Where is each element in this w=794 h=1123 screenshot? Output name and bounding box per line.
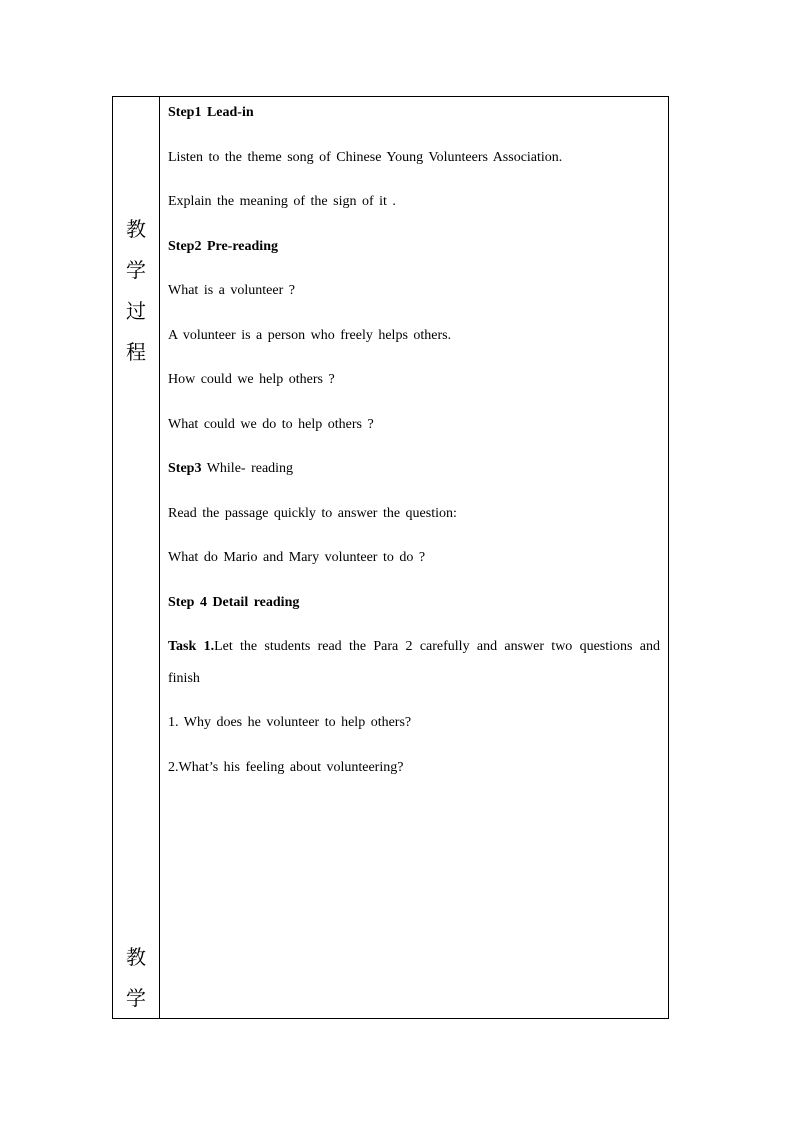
step3-line-2: What do Mario and Mary volunteer to do ? (168, 550, 426, 565)
step2-line-1: What is a volunteer ? (168, 283, 295, 298)
label-char: 教 (126, 945, 146, 969)
section-label-teaching-process (113, 209, 159, 373)
step2-line-2: A volunteer is a person who freely helps others. (168, 328, 452, 343)
step3-heading: Step3 While- reading (168, 461, 294, 476)
label-char: 教 (126, 217, 146, 241)
question-2: 2.What’s his feeling about volunteering? (168, 760, 404, 775)
question-1: 1. Why does he volunteer to help others? (168, 715, 412, 730)
step3-line-1: Read the passage quickly to answer the question: (168, 506, 457, 521)
label-char: 学 (126, 258, 146, 282)
lesson-table (112, 96, 669, 1019)
section-label-teaching (113, 937, 159, 1019)
step1-line-1: Listen to the theme song of Chinese Young Volunteers Association. (168, 150, 563, 165)
label-char: 程 (126, 340, 146, 364)
step2-line-3: How could we help others ? (168, 372, 335, 387)
step4-heading: Step 4 Detail reading (168, 595, 300, 610)
label-char: 学 (126, 986, 146, 1010)
column-divider (159, 97, 160, 1018)
step1-heading: Step1 Lead-in (168, 105, 254, 120)
task1-paragraph: Task 1.Let the students read the Para 2 carefully and answer two questions and finish (168, 639, 660, 686)
step2-line-4: What could we do to help others ? (168, 417, 374, 432)
step1-line-2: Explain the meaning of the sign of it . (168, 194, 396, 209)
step2-heading: Step2 Pre-reading (168, 239, 278, 254)
label-char: 过 (126, 299, 146, 323)
